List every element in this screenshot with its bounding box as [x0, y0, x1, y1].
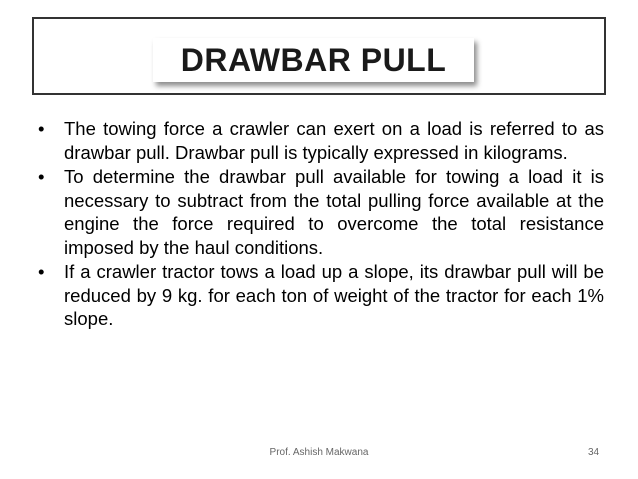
bullet-item	[34, 117, 604, 164]
bullet-item	[34, 165, 604, 259]
bullet-dot: •	[38, 118, 45, 139]
bullet-list	[34, 117, 604, 332]
bullet-text: The towing force a crawler can exert on a load is referred to as drawbar pull. Drawbar pull is typically expressed in kilograms.	[64, 118, 604, 163]
bullet-dot: •	[38, 166, 45, 187]
bullet-item	[34, 260, 604, 331]
bullet-dot: •	[38, 261, 45, 282]
title-box	[153, 38, 474, 82]
footer-author: Prof. Ashish Makwana	[269, 447, 369, 458]
page-number: 34	[588, 447, 600, 458]
bullet-text: To determine the drawbar pull available for towing a load it is necessary to subtract from the total pulling force available at the engine the force required to overcome the total resistance imposed by the haul conditions.	[64, 166, 604, 258]
slide-title: DRAWBAR PULL	[180, 41, 447, 78]
bullet-text: If a crawler tractor tows a load up a slope, its drawbar pull will be reduced by 9 kg. for each ton of weight of the tractor for each 1% slope.	[64, 261, 604, 329]
